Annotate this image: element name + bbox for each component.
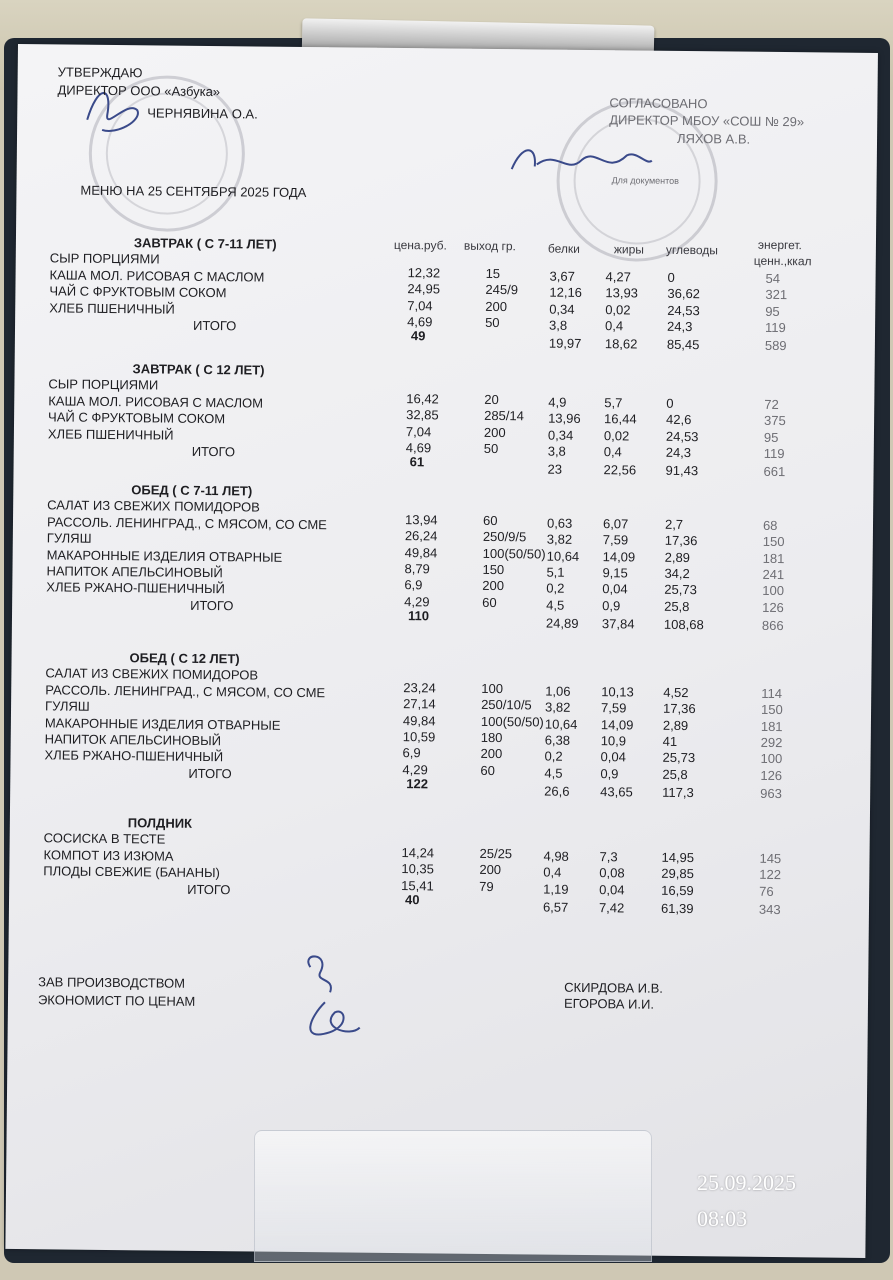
carbs-cell: 91,43 — [665, 463, 699, 479]
yield-cell: 20 — [484, 391, 499, 407]
yield-cell: 200 — [480, 746, 503, 762]
price-cell: 4,29 — [402, 761, 428, 778]
fat-cell: 37,84 — [601, 616, 635, 632]
menu-item-name: НАПИТОК АПЕЛЬСИНОВЫЙ — [44, 731, 222, 749]
carbs-cell: 14,95 — [661, 849, 695, 865]
menu-item-name: МАКАРОННЫЕ ИЗДЕЛИЯ ОТВАРНЫЕ — [44, 714, 281, 733]
menu-item-name: ХЛЕБ РЖАНО-ПШЕНИЧНЫЙ — [46, 579, 226, 597]
right-stamp-text: Для документов — [611, 175, 680, 186]
carbs-cell: 16,59 — [661, 882, 694, 898]
carbs-cell: 2,7 — [664, 516, 684, 532]
protein-cell: 0,63 — [546, 515, 573, 531]
menu-item-name: НАПИТОК АПЕЛЬСИНОВЫЙ — [46, 563, 223, 581]
fat-cell: 0,02 — [605, 301, 631, 318]
energy-cell: 119 — [764, 319, 786, 336]
energy-cell: 100 — [762, 583, 785, 599]
energy-cell: 375 — [764, 413, 786, 429]
energy-cell: 76 — [759, 883, 774, 899]
section-title: ОБЕД ( С 12 ЛЕТ) — [129, 650, 240, 667]
column-header-fat: жиры — [613, 242, 644, 257]
yield-cell: 250/10/5 — [481, 697, 532, 713]
carbs-cell: 17,36 — [664, 532, 698, 549]
price-cell: 6,9 — [402, 745, 421, 761]
energy-cell: 68 — [762, 517, 778, 533]
menu-item-name: МАКАРОННЫЕ ИЗДЕЛИЯ ОТВАРНЫЕ — [46, 546, 283, 565]
agreement-signature-stroke — [512, 150, 652, 171]
column-header-energy-unit: ценн.,ккал — [753, 253, 812, 269]
approval-right-line2: ДИРЕКТОР МБОУ «СОШ № 29» — [609, 112, 805, 130]
total-label: ИТОГО — [190, 597, 234, 614]
fat-cell: 7,42 — [598, 900, 625, 916]
carbs-cell: 117,3 — [662, 784, 694, 801]
energy-cell: 181 — [760, 718, 783, 734]
menu-item-name: ГУЛЯШ — [46, 530, 92, 546]
fat-cell: 14,09 — [600, 716, 634, 733]
yield-cell: 180 — [480, 729, 503, 746]
column-header-protein: белки — [547, 241, 580, 256]
energy-cell: 321 — [765, 287, 788, 303]
fat-cell: 18,62 — [604, 336, 638, 352]
carbs-cell: 42,6 — [666, 411, 692, 428]
price-cell: 4,29 — [404, 593, 430, 610]
protein-cell: 4,9 — [548, 394, 567, 410]
carbs-cell: 29,85 — [661, 865, 694, 882]
menu-item-name: КАША МОЛ. РИСОВАЯ С МАСЛОМ — [48, 393, 264, 411]
fat-cell: 0,04 — [600, 749, 626, 765]
yield-cell: 50 — [483, 440, 499, 457]
fat-cell: 7,59 — [602, 532, 629, 548]
yield-cell: 200 — [485, 298, 508, 314]
menu-item-name: ХЛЕБ ПШЕНИЧНЫЙ — [49, 299, 175, 317]
section-title: ПОЛДНИК — [127, 815, 193, 831]
energy-cell: 150 — [760, 702, 783, 718]
carbs-cell: 24,53 — [667, 302, 700, 318]
yield-cell: 200 — [482, 578, 505, 594]
price-cell: 4,69 — [407, 314, 433, 330]
protein-cell: 0,34 — [549, 301, 575, 317]
price-cell: 24,95 — [407, 281, 441, 297]
production-signature — [290, 947, 371, 1048]
price-cell: 14,24 — [401, 844, 435, 861]
yield-cell: 250/9/5 — [482, 529, 527, 545]
protein-cell: 12,16 — [549, 284, 583, 301]
yield-cell: 150 — [482, 561, 505, 578]
approval-right-line1: СОГЛАСОВАНО — [609, 95, 708, 112]
protein-cell: 0,2 — [546, 580, 565, 597]
column-header-price: цена.руб. — [393, 237, 447, 253]
total-label: ИТОГО — [192, 317, 237, 334]
footer-role-production: ЗАВ ПРОИЗВОДСТВОМ — [38, 974, 186, 991]
menu-item-name: РАССОЛЬ. ЛЕНИНГРАД., С МЯСОМ, СО СМЕ — [45, 682, 326, 701]
section-title: ЗАВТРАК ( С 12 ЛЕТ) — [132, 361, 265, 378]
energy-cell: 292 — [760, 734, 783, 751]
fat-cell: 0,04 — [599, 881, 625, 897]
yield-cell: 25/25 — [479, 845, 513, 862]
fat-cell: 0,9 — [600, 765, 619, 782]
approval-left-line2: ДИРЕКТОР ООО «Азбука» — [57, 82, 221, 100]
menu-title: МЕНЮ НА 25 СЕНТЯБРЯ 2025 ГОДА — [80, 182, 307, 201]
menu-item-name: САЛАТ ИЗ СВЕЖИХ ПОМИДОРОВ — [45, 665, 259, 683]
carbs-cell: 24,53 — [665, 428, 699, 444]
price-cell: 49,84 — [404, 544, 438, 561]
price-cell: 23,24 — [403, 679, 436, 696]
fat-cell: 0,04 — [602, 581, 628, 597]
energy-cell: 100 — [760, 751, 783, 767]
protein-cell: 1,19 — [543, 881, 569, 897]
carbs-cell: 25,8 — [664, 598, 690, 614]
price-cell: 8,79 — [404, 561, 430, 577]
menu-item-name: СЫР ПОРЦИЯМИ — [49, 250, 160, 267]
protein-cell: 4,98 — [543, 848, 569, 864]
total-label: ИТОГО — [187, 881, 231, 897]
menu-item-name: СОСИСКА В ТЕСТЕ — [43, 830, 166, 847]
carbs-cell: 25,8 — [662, 766, 688, 782]
fat-cell: 10,13 — [601, 683, 634, 700]
energy-cell: 114 — [761, 685, 783, 701]
menu-item-name: СЫР ПОРЦИЯМИ — [48, 376, 159, 393]
column-header-energy: энергет. — [757, 237, 803, 253]
total-price: 49 — [410, 328, 426, 344]
carbs-cell: 0 — [666, 395, 674, 411]
menu-item-name: КОМПОТ ИЗ ИЗЮМА — [43, 847, 174, 864]
protein-cell: 23 — [547, 461, 563, 478]
menu-item-name: ЧАЙ С ФРУКТОВЫМ СОКОМ — [49, 283, 227, 301]
fat-cell: 13,93 — [605, 285, 639, 301]
column-header-carbs: углеводы — [665, 242, 719, 258]
menu-item-name: ХЛЕБ РЖАНО-ПШЕНИЧНЫЙ — [44, 747, 224, 765]
protein-cell: 0,2 — [544, 748, 563, 765]
yield-cell: 15 — [485, 265, 501, 281]
fat-cell: 6,07 — [602, 515, 629, 532]
fat-cell: 43,65 — [600, 784, 633, 800]
fat-cell: 9,15 — [602, 565, 628, 581]
protein-cell: 5,1 — [546, 564, 565, 580]
price-cell: 4,69 — [405, 440, 432, 456]
fat-cell: 7,59 — [601, 700, 627, 716]
price-cell: 27,14 — [403, 696, 436, 712]
carbs-cell: 17,36 — [662, 700, 696, 717]
protein-cell: 13,96 — [548, 410, 581, 427]
price-cell: 16,42 — [406, 390, 439, 407]
total-price: 40 — [404, 892, 420, 908]
carbs-cell: 24,3 — [667, 318, 693, 335]
fat-cell: 16,44 — [604, 411, 637, 427]
energy-cell: 661 — [763, 464, 786, 480]
yield-cell: 100 — [481, 680, 504, 696]
yield-cell: 200 — [483, 424, 506, 440]
protein-cell: 6,57 — [542, 899, 569, 915]
price-cell: 10,35 — [401, 861, 435, 877]
photo-date: 25.09.2025 — [697, 1170, 796, 1195]
energy-cell: 119 — [763, 445, 785, 462]
fat-cell: 0,4 — [603, 444, 622, 460]
energy-cell: 95 — [765, 303, 780, 319]
price-cell: 10,59 — [402, 729, 436, 745]
menu-item-name: ПЛОДЫ СВЕЖИЕ (БАНАНЫ) — [43, 863, 220, 881]
carbs-cell: 41 — [662, 733, 678, 749]
footer-name-production: СКИРДОВА И.В. — [564, 979, 664, 996]
carbs-cell: 2,89 — [664, 549, 691, 565]
fat-cell: 0,4 — [605, 318, 624, 334]
carbs-cell: 61,39 — [660, 900, 694, 917]
protein-cell: 3,82 — [546, 531, 573, 548]
protein-cell: 19,97 — [548, 335, 582, 352]
carbs-cell: 24,3 — [665, 444, 692, 461]
fat-cell: 0,9 — [602, 597, 621, 614]
director-signature-stroke — [87, 93, 138, 131]
protein-cell: 24,89 — [545, 615, 579, 632]
price-cell: 7,04 — [405, 423, 432, 439]
energy-cell: 589 — [764, 338, 787, 354]
menu-item-name: РАССОЛЬ. ЛЕНИНГРАД., С МЯСОМ, СО СМЕ — [46, 514, 327, 533]
price-cell: 32,85 — [406, 407, 439, 423]
approval-right-name: ЛЯХОВ А.В. — [676, 130, 751, 147]
total-price: 122 — [406, 776, 429, 792]
yield-cell: 100(50/50) — [480, 713, 544, 730]
yield-cell: 100(50/50) — [482, 545, 546, 562]
protein-cell: 4,5 — [544, 765, 563, 781]
energy-cell: 866 — [761, 618, 784, 634]
total-price: 110 — [407, 608, 430, 624]
fat-cell: 10,9 — [600, 733, 627, 749]
agreement-signature — [507, 134, 658, 186]
yield-cell: 60 — [482, 512, 498, 528]
footer-name-economist: ЕГОРОВА И.И. — [563, 995, 655, 1012]
carbs-cell: 2,89 — [662, 717, 689, 733]
carbs-cell: 25,73 — [664, 582, 697, 598]
energy-cell: 72 — [764, 396, 779, 412]
price-cell: 13,94 — [404, 511, 438, 528]
menu-sheet — [5, 44, 878, 1258]
energy-cell: 145 — [759, 850, 782, 866]
column-header-yield: выход гр. — [463, 238, 516, 254]
protein-cell: 3,8 — [549, 317, 568, 333]
section-title: ОБЕД ( С 7-11 ЛЕТ) — [131, 482, 253, 499]
fat-cell: 14,09 — [602, 548, 636, 565]
yield-cell: 60 — [482, 594, 497, 610]
energy-cell: 122 — [759, 866, 782, 883]
fat-cell: 5,7 — [604, 394, 623, 411]
fat-cell: 22,56 — [603, 462, 637, 478]
energy-cell: 150 — [762, 534, 785, 550]
total-price: 61 — [409, 454, 425, 470]
approval-left-line1: УТВЕРЖДАЮ — [57, 64, 143, 81]
protein-cell: 6,38 — [544, 732, 571, 748]
protein-cell: 3,67 — [549, 268, 575, 284]
production-signature-stroke — [308, 956, 361, 1035]
menu-item-name: ХЛЕБ ПШЕНИЧНЫЙ — [47, 425, 174, 443]
yield-cell: 60 — [480, 762, 495, 778]
protein-cell: 10,64 — [544, 716, 578, 732]
carbs-cell: 4,52 — [663, 684, 689, 700]
total-label: ИТОГО — [191, 443, 236, 460]
menu-item-name: ГУЛЯШ — [44, 698, 90, 714]
protein-cell: 1,06 — [545, 683, 571, 699]
carbs-cell: 0 — [667, 269, 675, 285]
menu-item-name: ЧАЙ С ФРУКТОВЫМ СОКОМ — [48, 409, 226, 427]
price-cell: 49,84 — [402, 712, 436, 729]
energy-cell: 126 — [762, 599, 784, 615]
carbs-cell: 108,68 — [663, 616, 704, 633]
photo-time: 08:03 — [697, 1206, 748, 1231]
price-cell: 6,9 — [404, 577, 423, 593]
protein-cell: 0,4 — [543, 864, 562, 880]
plastic-holder — [254, 1130, 652, 1262]
protein-cell: 0,34 — [547, 427, 574, 443]
footer-role-economist: ЭКОНОМИСТ ПО ЦЕНАМ — [37, 992, 196, 1009]
fat-cell: 0,02 — [603, 427, 630, 444]
yield-cell: 79 — [479, 878, 494, 894]
energy-cell: 95 — [763, 429, 779, 445]
energy-cell: 181 — [762, 550, 785, 566]
energy-cell: 963 — [760, 786, 782, 802]
yield-cell: 285/14 — [484, 408, 524, 424]
energy-cell: 241 — [762, 566, 785, 583]
protein-cell: 3,8 — [547, 443, 566, 459]
price-cell: 15,41 — [401, 877, 434, 893]
approval-left-name: ЧЕРНЯВИНА О.А. — [147, 105, 258, 122]
total-label: ИТОГО — [188, 765, 232, 782]
fat-cell: 7,3 — [599, 848, 618, 865]
price-cell: 26,24 — [404, 528, 438, 544]
price-cell: 12,32 — [407, 264, 441, 281]
protein-cell: 26,6 — [544, 783, 570, 800]
fat-cell: 4,27 — [605, 268, 631, 285]
protein-cell: 3,82 — [545, 699, 571, 716]
yield-cell: 200 — [479, 862, 502, 878]
yield-cell: 50 — [485, 314, 500, 331]
protein-cell: 10,64 — [546, 548, 580, 564]
fat-cell: 0,08 — [599, 865, 625, 881]
price-cell: 7,04 — [407, 297, 433, 313]
carbs-cell: 25,73 — [662, 750, 696, 766]
energy-cell: 126 — [760, 767, 783, 783]
menu-item-name: КАША МОЛ. РИСОВАЯ С МАСЛОМ — [49, 267, 265, 285]
menu-item-name: САЛАТ ИЗ СВЕЖИХ ПОМИДОРОВ — [47, 497, 260, 515]
carbs-cell: 85,45 — [666, 337, 700, 353]
section-title: ЗАВТРАК ( С 7-11 ЛЕТ) — [133, 235, 277, 252]
protein-cell: 4,5 — [546, 597, 565, 613]
carbs-cell: 36,62 — [667, 286, 701, 302]
yield-cell: 245/9 — [485, 282, 519, 298]
energy-cell: 54 — [765, 270, 781, 286]
energy-cell: 343 — [758, 901, 781, 918]
carbs-cell: 34,2 — [664, 565, 690, 582]
